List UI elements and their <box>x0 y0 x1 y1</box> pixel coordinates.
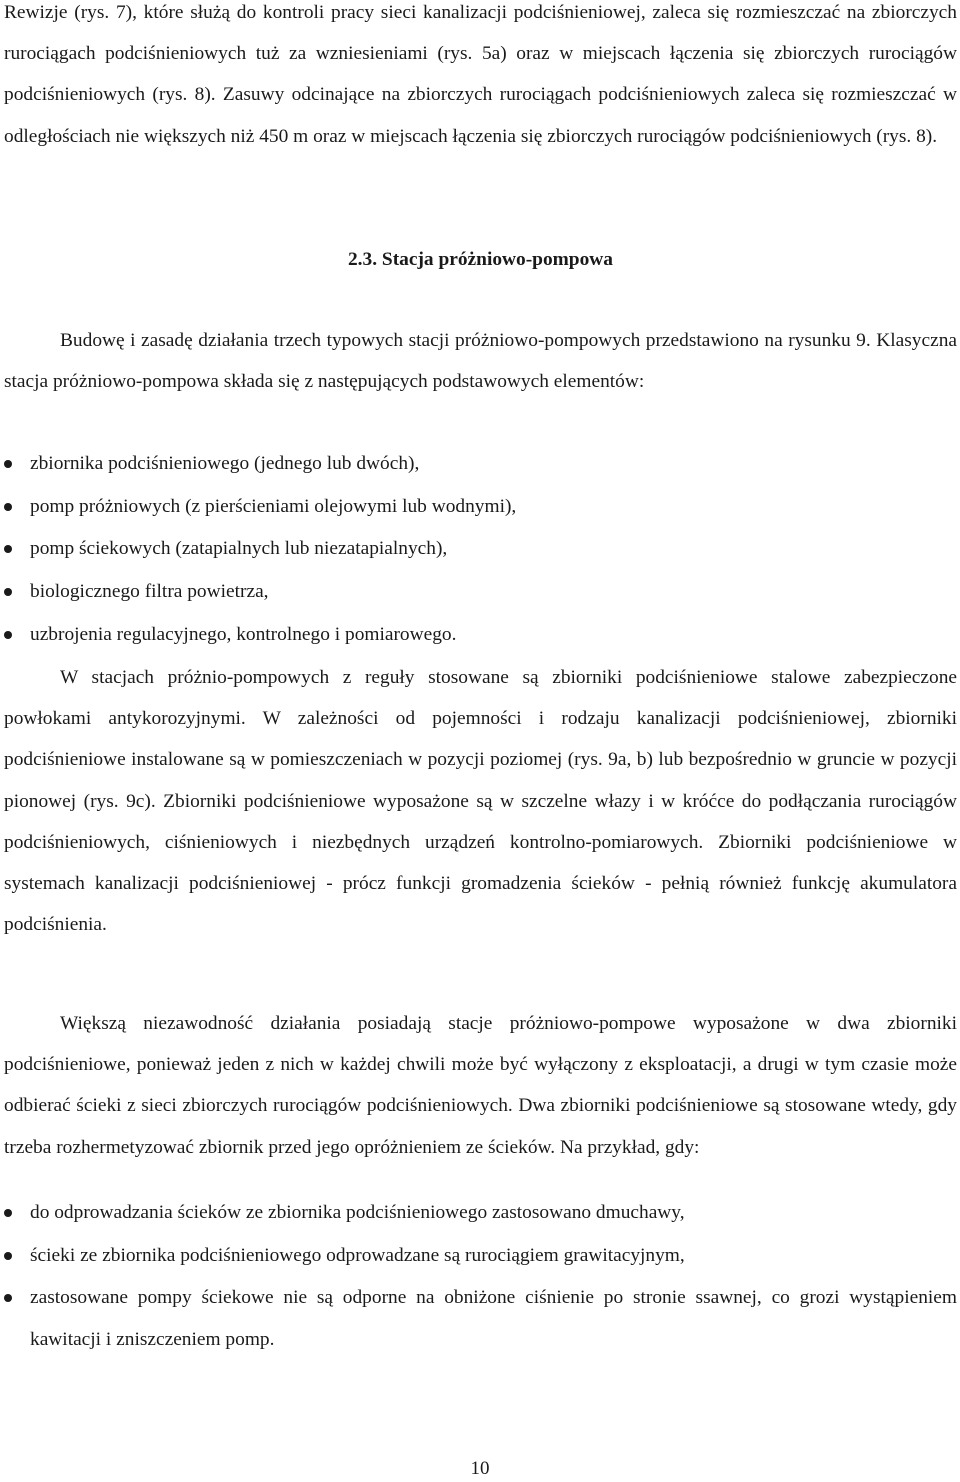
station-elements-list <box>4 443 957 657</box>
bullet-icon <box>4 545 12 553</box>
list-item: uzbrojenia regulacyjnego, kontrolnego i pomiarowego. <box>4 614 957 657</box>
paragraph-rewizje: Rewizje (rys. 7), które służą do kontroli pracy sieci kanalizacji podciśnieniowej, zaleca się rozmieszczać na zbiorczych rurociągach podciśnieniowych tuż za wzniesieniami (rys. 5a) oraz w miejscach łączenia się zbiorczych rurociągów podciśnieniowych (rys. 8). Zasuwy odcinające na zbiorczych rurociągach podciśnieniowych zaleca się rozmieszczać w odległościach nie większych niż 450 m oraz w miejscach łączenia się zbiorczych rurociągów podciśnieniowych (rys. 8). <box>4 2 957 147</box>
list-item: pomp próżniowych (z pierścieniami olejowymi lub wodnymi), <box>4 486 957 529</box>
bullet-icon <box>4 503 12 511</box>
conditions-list <box>4 1192 957 1360</box>
paragraph-reliability: Większą niezawodność działania posiadają stacje próżniowo-pompowe wyposażone w dwa zbiorniki podciśnieniowe, ponieważ jeden z nich w każdej chwili może być wyłączony z eksploatacji, a drugi w tym czasie może odbierać ścieki z sieci zbiorczych rurociągów podciśnieniowych. Dwa zbiorniki podciśnieniowe są stosowane wtedy, gdy trzeba rozhermetyzować zbiornik przed jego opróżnieniem ze ścieków. Na przykład, gdy: <box>4 1013 957 1158</box>
bullet-icon <box>4 1209 12 1217</box>
bullet-icon <box>4 460 12 468</box>
bullet-icon <box>4 1252 12 1260</box>
list-item: do odprowadzania ścieków ze zbiornika podciśnieniowego zastosowano dmuchawy, <box>4 1192 957 1235</box>
bullet-icon <box>4 588 12 596</box>
list-item: pomp ściekowych (zatapialnych lub niezatapialnych), <box>4 528 957 571</box>
paragraph-tanks: W stacjach próżnio-pompowych z reguły stosowane są zbiorniki podciśnieniowe stalowe zabezpieczone powłokami antykorozyjnymi. W zależności od pojemności i rodzaju kanalizacji podciśnieniowej, zbiorniki podciśnieniowe instalowane są w pomieszczeniach w pozycji poziomej (rys. 9a, b) lub bezpośrednio w gruncie w pozycji pionowej (rys. 9c). Zbiorniki podciśnieniowe wyposażone są w szczelne włazy i w króćce do podłączania rurociągów podciśnieniowych, ciśnieniowych i niezbędnych urządzeń kontrolno-pomiarowych. Zbiorniki podciśnieniowe w systemach kanalizacji podciśnieniowej - prócz funkcji gromadzenia ścieków - pełnią również funkcję akumulatora podciśnienia. <box>4 667 957 936</box>
page-number: 10 <box>470 1458 490 1479</box>
paragraph-station-intro: Budowę i zasadę działania trzech typowych stacji próżniowo-pompowych przedstawiono na rysunku 9. Klasyczna stacja próżniowo-pompowa składa się z następujących podstawowych elementów: <box>4 330 957 393</box>
bullet-icon <box>4 1294 12 1302</box>
list-item: ścieki ze zbiornika podciśnieniowego odprowadzane są rurociągiem grawitacyjnym, <box>4 1235 957 1278</box>
bullet-icon <box>4 631 12 639</box>
section-heading: 2.3. Stacja próżniowo-pompowa <box>347 249 613 270</box>
list-item: zbiornika podciśnieniowego (jednego lub dwóch), <box>4 443 957 486</box>
list-item: zastosowane pompy ściekowe nie są odporne na obniżone ciśnienie po stronie ssawnej, co grozi wystąpieniem kawitacji i zniszczeniem pomp. <box>4 1277 957 1360</box>
list-item: biologicznego filtra powietrza, <box>4 571 957 614</box>
